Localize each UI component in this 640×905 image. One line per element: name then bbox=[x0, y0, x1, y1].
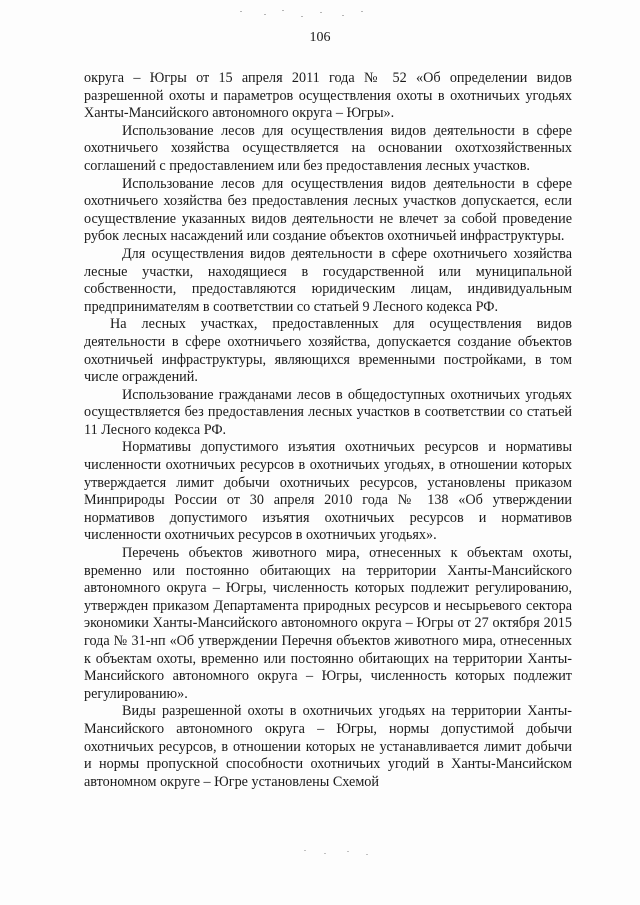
paragraph: Перечень объектов животного мира, отнесенных к объектам охоты, временно или постоянно обитающих на территории Ханты-Мансийского автономного округа – Югры, численность которых подлежит регулированию, утвержден приказом Департамента природных ресурсов и несырьевого сектора экономики Ханты-Мансийского автономного округа – Югры от 27 октября 2015 года № 31-нп «Об утверждении Перечня объектов животного мира, отнесенных к объектам охоты, временно или постоянно обитающих на территории Ханты-Мансийского автономного округа – Югры, численность которых подлежит регулированию». bbox=[84, 545, 572, 702]
paragraph: Использование гражданами лесов в общедоступных охотничьих угодьях осуществляется без предоставления лесных участков в соответствии со статьей 11 Лесного кодекса РФ. bbox=[84, 386, 572, 438]
paragraph: Использование лесов для осуществления видов деятельности в сфере охотничьего хозяйства без предоставления лесных участков допускается, если осуществление указанных видов деятельности не влечет за собой проведение рубок лесных насаждений или создание объектов охотничьей инфраструктуры. bbox=[84, 175, 572, 245]
paragraph: округа – Югры от 15 апреля 2011 года № 52 «Об определении видов разрешенной охоты и параметров осуществления охоты в охотничьих угодьях Ханты-Мансийского автономного округа – Югры». bbox=[84, 70, 572, 122]
paragraph: На лесных участках, предоставленных для осуществления видов деятельности в сфере охотничьего хозяйства, допускается создание объектов охотничьей инфраструктуры, являющихся временными постройками, в том числе ограждений. bbox=[84, 316, 572, 386]
paragraph: Использование лесов для осуществления видов деятельности в сфере охотничьего хозяйства осуществляется на основании охотхозяйственных соглашений с предоставлением или без предоставления лесных участков. bbox=[84, 122, 572, 174]
scan-noise bbox=[230, 8, 390, 20]
document-body bbox=[84, 70, 572, 791]
paragraph: Для осуществления видов деятельности в сфере охотничьего хозяйства лесные участки, находящиеся в государственной или муниципальной собственности, предоставляются юридическим лицам, индивидуальным предпринимателям в соответствии со статьей 9 Лесного кодекса РФ. bbox=[84, 245, 572, 315]
page-number: 106 bbox=[309, 30, 331, 45]
scan-noise bbox=[300, 848, 380, 858]
paragraph: Виды разрешенной охоты в охотничьих угодьях на территории Ханты-Мансийского автономного округа – Югры, нормы допустимой добычи охотничьих ресурсов, в отношении которых не устанавливается лимит добычи и нормы пропускной способности охотничьих угодий в Ханты-Мансийском автономном округе – Югре установлены Схемой bbox=[84, 703, 572, 790]
paragraph: Нормативы допустимого изъятия охотничьих ресурсов и нормативы численности охотничьих ресурсов в охотничьих угодьях, в отношении которых утверждается лимит добычи охотничьих ресурсов, установлены приказом Минприроды России от 30 апреля 2010 года № 138 «Об утверждении нормативов допустимого изъятия охотничьих ресурсов и нормативов численности охотничьих ресурсов в охотничьих угодьях». bbox=[84, 439, 572, 544]
